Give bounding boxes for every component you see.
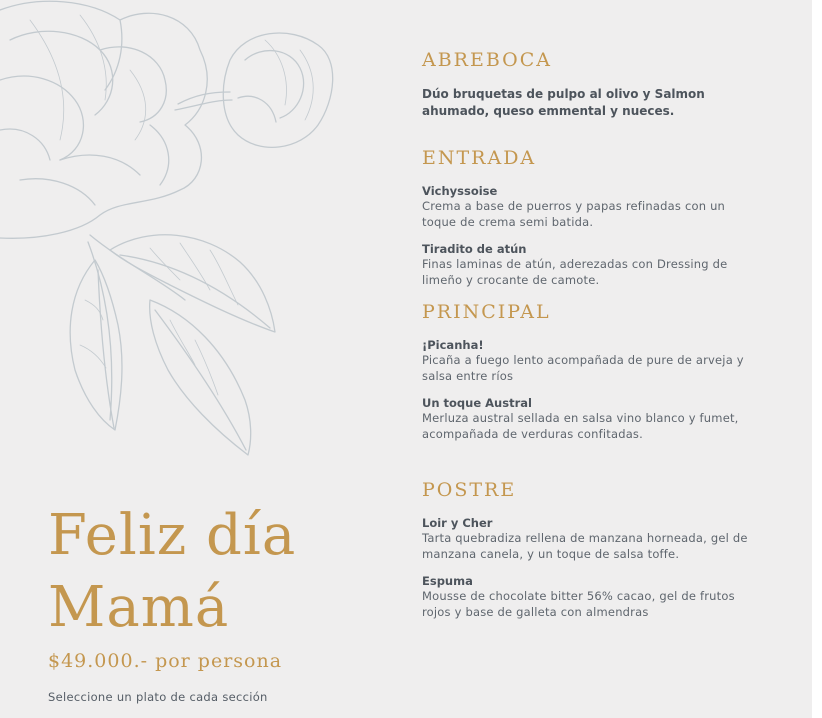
dish-description: Dúo bruquetas de pulpo al olivo y Salmon ahumado, queso emmental y nueces. [422, 87, 705, 118]
dish-item [422, 184, 752, 230]
dish-name: Un toque Austral [422, 396, 532, 410]
dish-name: Espuma [422, 574, 473, 588]
dish-description: Picaña a fuego lento acompañada de pure de arveja y salsa entre ríos [422, 353, 744, 383]
section-abreboca [422, 48, 752, 120]
section-title: ENTRADA [422, 147, 537, 169]
section-principal [422, 300, 752, 442]
dish-description: Tarta quebradiza rellena de manzana horneada, gel de manzana canela, y un toque de salsa toffe. [422, 531, 748, 561]
dish-description: Crema a base de puerros y papas refinadas con un toque de crema semi batida. [422, 199, 726, 229]
greeting-block [48, 500, 378, 704]
dish-description: Mousse de chocolate bitter 56% cacao, gel de frutos rojos y base de galleta con almendras [422, 589, 735, 619]
page-edge [812, 0, 822, 718]
menu-list [422, 48, 752, 632]
section-postre [422, 478, 752, 620]
price-label: $49.000.- por persona [48, 650, 283, 672]
dish-name: Loir y Cher [422, 516, 493, 530]
dish-name: ¡Picanha! [422, 338, 484, 352]
section-entrada [422, 146, 752, 288]
floral-illustration [0, 0, 340, 470]
dish-item [422, 338, 752, 384]
dish-name: Tiradito de atún [422, 242, 527, 256]
instructions-text: Seleccione un plato de cada sección [48, 690, 268, 704]
dish-name: Vichyssoise [422, 184, 498, 198]
section-title: ABREBOCA [422, 49, 553, 71]
dish-item [422, 516, 752, 562]
title-line-2: Mamá [48, 575, 230, 640]
section-title: POSTRE [422, 479, 517, 501]
section-title: PRINCIPAL [422, 301, 551, 323]
dish-item [422, 242, 752, 288]
dish-item [422, 574, 752, 620]
dish-description: Merluza austral sellada en salsa vino blanco y fumet, acompañada de verduras confitadas. [422, 411, 739, 441]
dish-item [422, 396, 752, 442]
title-line-1: Feliz día [48, 503, 297, 568]
dish-description: Finas laminas de atún, aderezadas con Dressing de limeño y crocante de camote. [422, 257, 728, 287]
